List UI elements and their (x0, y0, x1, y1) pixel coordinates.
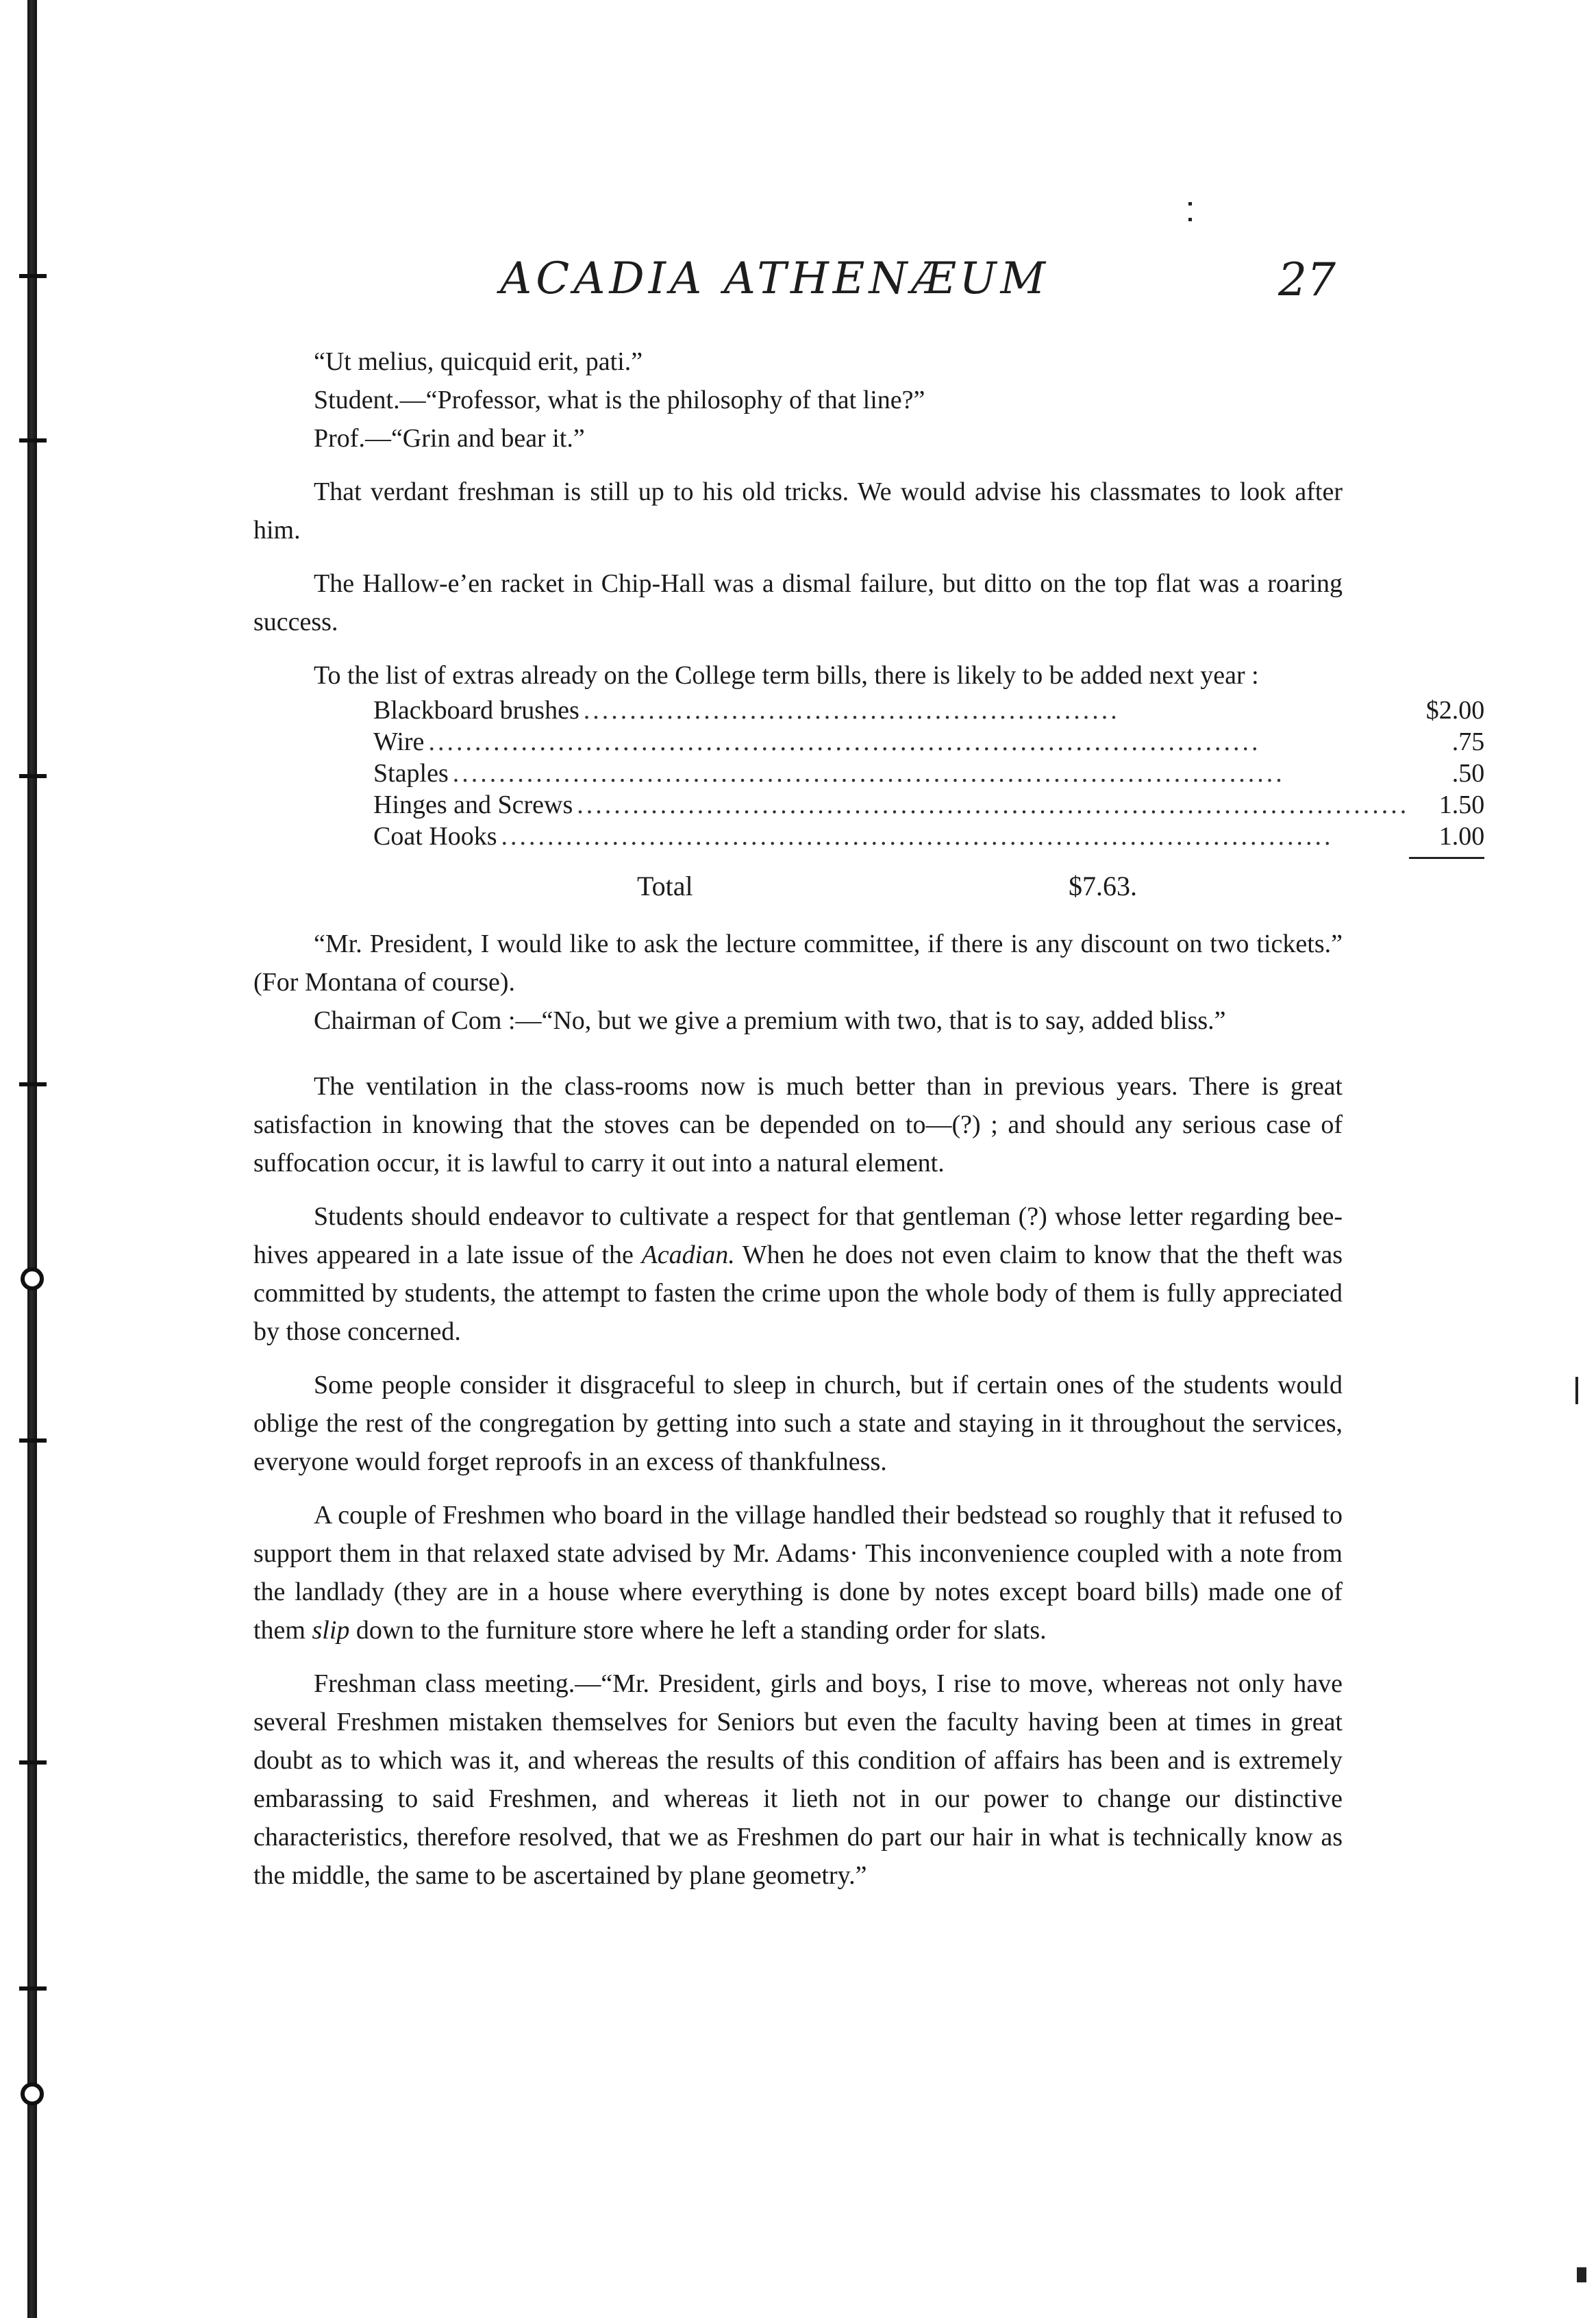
extras-list (373, 695, 1484, 859)
paragraph-lecture-question: “Mr. President, I would like to ask the lecture committee, if there is any discount on two tickets.” (For Montana of course). (253, 930, 1343, 997)
scan-speck (1188, 218, 1192, 221)
paragraph-freshman-tricks: That verdant freshman is still up to his old tricks. We would advise his classmates to look after him. (253, 477, 1343, 545)
leader-dots: .......................................................................................... (577, 790, 1410, 819)
leader-dots: .......................................................................................... (452, 759, 1285, 788)
paragraph-ventilation: The ventilation in the class-rooms now is much better than in previous years. There is great satisfaction in knowing that the stoves can be depended on to—(?) ; and should any serious case of suffocation occur, it is lawful to carry it out into a natural element. (253, 1072, 1343, 1177)
paragraph-extras-intro: To the list of extras already on the College term bills, there is likely to be added next year : (314, 661, 1259, 690)
extras-item-price: $2.00 (1425, 696, 1485, 725)
text-run: down to the furniture store where he left a standing order for slats. (349, 1616, 1047, 1645)
text-run: Students should endeavor to cultivate a respect for that gentleman (?) whose letter regarding bee-hives appeared in a late issue of the (253, 1202, 1343, 1269)
sum-rule (1409, 857, 1484, 859)
page-body (253, 342, 1485, 1910)
leader-dots: .......................................................................................... (428, 727, 1261, 756)
extras-total-row (253, 867, 1343, 906)
paragraph-class-meeting: Freshman class meeting.—“Mr. President, girls and boys, I rise to move, whereas not only have several Freshmen mistaken themselves for Seniors but even the faculty having been at times in great doubt as to which was it, and whereas the results of this condition of affairs has been and is extremely embarassing to said Freshmen, and whereas it lieth not in our power to change our distinctive characteristics, therefore resolved, that we as Freshmen do part our hair in what is technically know as the middle, the same to be ascertained by plane geometry.” (253, 1669, 1343, 1890)
extras-item-label: Blackboard brushes (373, 696, 584, 725)
binding-stitch (21, 2082, 44, 2106)
extras-item-label: Staples (373, 759, 453, 788)
extras-item-price: .50 (1451, 759, 1485, 788)
binding-stitch (21, 1267, 44, 1291)
paragraph-bedstead (253, 1496, 1343, 1649)
scan-speck (1575, 1377, 1578, 1404)
extras-total-label: Total (637, 871, 693, 901)
extras-item-price: 1.00 (1438, 822, 1485, 851)
text-run: A couple of Freshmen who board in the village handled their bedstead so roughly that it refused to support them in that relaxed state advised by Mr. Adams· This inconvenience coupled with a note from the landlady (they are in a house where everything is done by notes except board bills) made one of them (253, 1501, 1343, 1645)
latin-quote-block (253, 342, 1343, 458)
page-binding-edge (27, 0, 37, 2318)
quote-line: Prof.—“Grin and bear it.” (314, 424, 585, 453)
leader-dots: .......................................................................................... (501, 822, 1334, 851)
text-run-italic: Acadian. (641, 1241, 735, 1269)
paragraph-bee-hives (253, 1197, 1343, 1351)
extras-item-label: Coat Hooks (373, 822, 501, 851)
text-run: When he does not even claim to know that the theft was committed by students, the attempt to fasten the crime upon the whole body of them is fully appreciated by those concerned. (253, 1241, 1343, 1346)
binding-tick (19, 1438, 47, 1443)
quote-line: Student.—“Professor, what is the philosophy of that line?” (314, 386, 925, 414)
page-number: 27 (1278, 253, 1336, 306)
extras-list-row (373, 726, 1484, 758)
paragraph-church: Some people consider it disgraceful to sleep in church, but if certain ones of the students would oblige the rest of the congregation by getting into such a state and staying in it throughout the services, everyone would forget reproofs in an excess of thankfulness. (253, 1371, 1343, 1476)
extras-item-label: Wire (373, 727, 428, 756)
binding-tick (19, 438, 47, 443)
scan-speck (1188, 202, 1192, 205)
extras-list-row (373, 821, 1484, 852)
extras-list-row (373, 789, 1484, 821)
running-title: ACADIA ATHENÆUM (500, 253, 1050, 304)
extras-item-price: 1.50 (1438, 790, 1485, 819)
binding-tick (19, 1760, 47, 1765)
text-run-italic: slip (312, 1616, 350, 1645)
extras-item-label: Hinges and Screws (373, 790, 577, 819)
binding-tick (19, 1082, 47, 1086)
extras-item-price: .75 (1451, 727, 1485, 756)
leader-dots: .......................................................... (583, 696, 1120, 725)
paragraph-lecture-answer: Chairman of Com :—“No, but we give a premium with two, that is to say, added bliss.” (314, 1006, 1226, 1035)
binding-tick (19, 774, 47, 778)
scan-speck (1577, 2267, 1586, 2282)
quote-line: “Ut melius, quicquid erit, pati.” (314, 347, 643, 376)
extras-list-row (373, 758, 1484, 789)
running-header (0, 253, 1596, 322)
extras-list-row (373, 695, 1484, 726)
binding-tick (19, 1986, 47, 1991)
paragraph-halloween: The Hallow-e’en racket in Chip-Hall was a dismal failure, but ditto on the top flat was a roaring success. (253, 569, 1343, 636)
extras-total-value: $7.63. (1069, 871, 1137, 901)
